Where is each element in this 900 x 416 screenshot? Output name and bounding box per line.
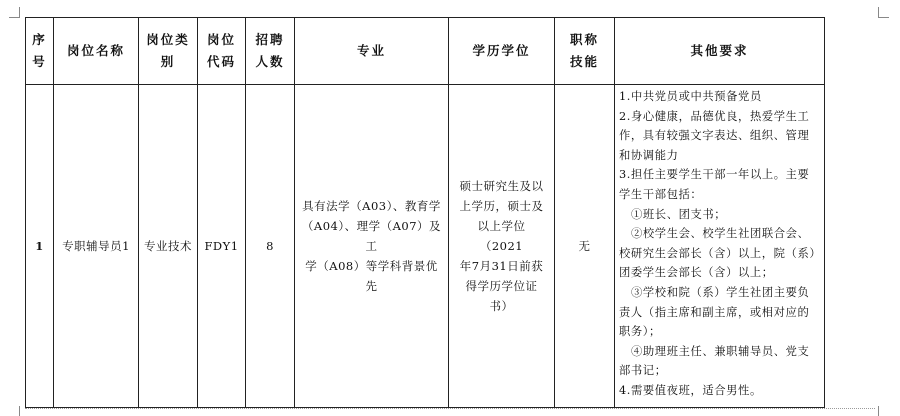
page-corner-mark <box>878 406 889 416</box>
cell-seq: 1 <box>26 85 54 408</box>
cell-headcount: 8 <box>246 85 295 408</box>
cell-other-requirements: 1.中共党员或中共预备党员 2.身心健康，品德优良，热爱学生工 作，具有较强文字表达、组织、管理 和协调能力 3.担任主要学生干部一年以上。主要 学生干部包括： ①班长、团支书； ②校学生会、校学生社团联合会、 校研究生会部长（含）以上，院（系） 团委学生会部长（含）以上； ③学校和院（系）学生社团主要负 责人（指主席和副主席，或相对应的 职务）； ④助理班主任、兼职辅导员、党支 部书记； 4.需要值夜班，适合男性。 <box>615 85 825 408</box>
table-row <box>26 85 825 408</box>
header-education: 学历学位 <box>449 18 555 85</box>
header-position-type: 岗位类 别 <box>139 18 198 85</box>
table-header-row <box>26 18 825 85</box>
header-other-requirements: 其他要求 <box>615 18 825 85</box>
page-footer-rule <box>25 408 875 409</box>
cell-position-name: 专职辅导员1 <box>54 85 139 408</box>
page-corner-mark <box>9 406 20 416</box>
header-headcount: 招聘 人数 <box>246 18 295 85</box>
header-seq: 序 号 <box>26 18 54 85</box>
page-corner-mark <box>9 7 20 18</box>
cell-position-code: FDY1 <box>198 85 246 408</box>
cell-major: 具有法学（A03）、教育学 （A04）、理学（A07）及工 学（A08）等学科背景优先 <box>295 85 449 408</box>
page-corner-mark <box>878 7 889 18</box>
cell-position-type: 专业技术 <box>139 85 198 408</box>
header-major: 专业 <box>295 18 449 85</box>
header-title-skill: 职称 技能 <box>555 18 615 85</box>
cell-education: 硕士研究生及以 上学历，硕士及 以上学位（2021 年7月31日前获 得学历学位证 书） <box>449 85 555 408</box>
cell-title-skill: 无 <box>555 85 615 408</box>
header-position-code: 岗位 代码 <box>198 18 246 85</box>
recruitment-table <box>25 17 825 408</box>
header-position-name: 岗位名称 <box>54 18 139 85</box>
